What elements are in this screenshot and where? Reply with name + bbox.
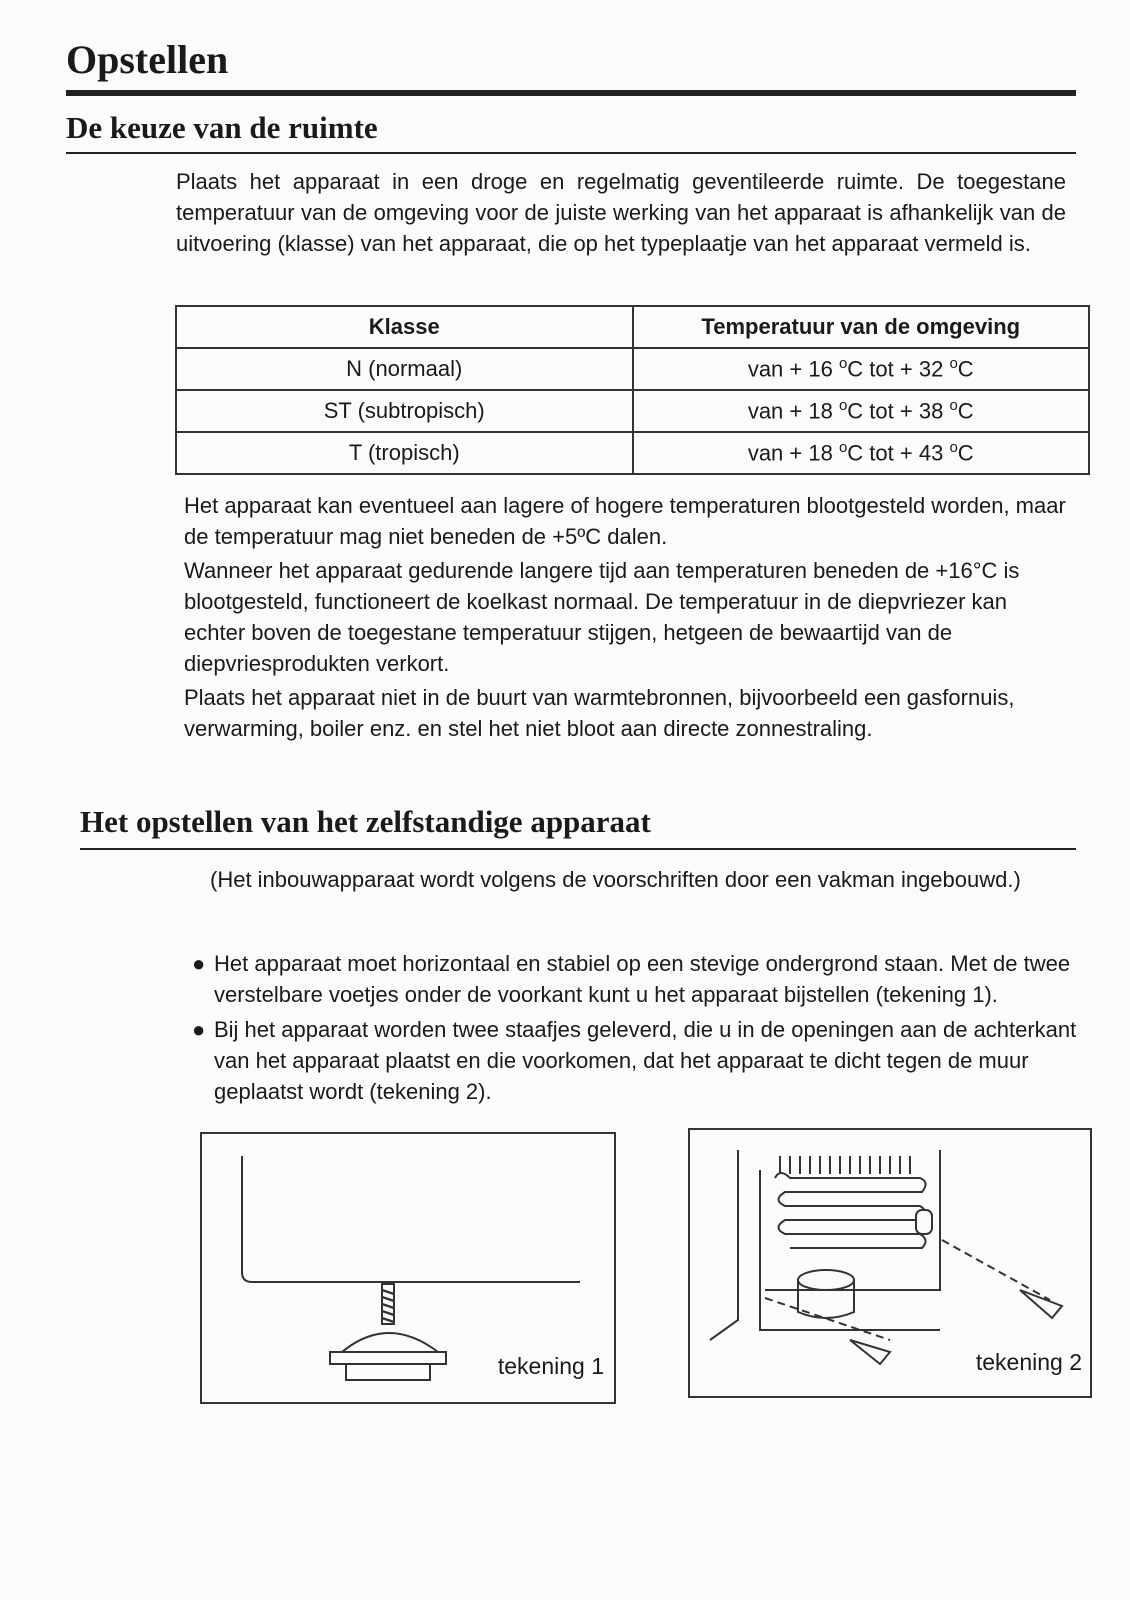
intro-paragraph: Plaats het apparaat in een droge en regelmatig geventileerde ruimte. De toegestane temperatuur van de omgeving voor de juiste werking van het apparaat is afhankelijk van de uitvoering (klasse) van het apparaat, die op het typeplaatje van het apparaat vermeld is.	[176, 169, 1066, 256]
table-header-klasse: Klasse	[176, 306, 633, 348]
table-cell-klasse: ST (subtropisch)	[176, 390, 633, 432]
instruction-list	[190, 948, 1090, 1111]
figure-caption: tekening 2	[975, 1349, 1082, 1375]
figure-tekening-2	[688, 1128, 1092, 1398]
table-header-row	[176, 306, 1089, 348]
bullet-icon: ●	[192, 1017, 206, 1042]
table-cell-klasse: T (tropisch)	[176, 432, 633, 474]
body-paragraph-diepvriezer: Wanneer het apparaat gedurende langere tijd aan temperaturen beneden de +16°C is blootgesteld, functioneert de koelkast normaal. De temperatuur in de diepvriezer kan echter boven de toegestane temperatuur stijgen, hetgeen de bewaartijd van de diepvriesprodukten verkort.	[184, 558, 1020, 676]
table-row	[176, 348, 1089, 390]
figure-caption: tekening 1	[497, 1353, 604, 1379]
bullet-icon: ●	[192, 951, 206, 976]
body-paragraph-warmtebronnen: Plaats het apparaat niet in de buurt van warmtebronnen, bijvoorbeeld een gasfornuis, verwarming, boiler enz. en stel het niet bloot aan directe zonnestraling.	[184, 685, 1015, 741]
table-row	[176, 390, 1089, 432]
figure-tekening-1	[200, 1132, 616, 1404]
table-cell-klasse: N (normaal)	[176, 348, 633, 390]
inbouw-note: (Het inbouwapparaat wordt volgens de voorschriften door een vakman ingebouwd.)	[210, 867, 1021, 892]
body-paragraph-lagere-temperaturen: Het apparaat kan eventueel aan lagere of hogere temperaturen blootgesteld worden, maar de temperatuur mag niet beneden de +5ºC dalen.	[184, 493, 1066, 549]
list-item	[190, 1014, 1090, 1107]
list-item-text: Bij het apparaat worden twee staafjes geleverd, die u in de openingen aan de achterkant van het apparaat plaatst en die voorkomen, dat het apparaat te dicht tegen de muur geplaatst wordt (tekening 2).	[214, 1017, 1077, 1104]
table-row	[176, 432, 1089, 474]
table-cell-temperatuur: van + 18 $^o$C tot + 43 $^o$C	[633, 432, 1090, 474]
section-heading-ruimte: De keuze van de ruimte	[66, 110, 378, 145]
table-header-temperatuur: Temperatuur van de omgeving	[633, 306, 1090, 348]
title-rule	[66, 90, 1076, 96]
list-item	[190, 948, 1090, 1010]
table-cell-temperatuur: van + 18 $^o$C tot + 38 $^o$C	[633, 390, 1090, 432]
page-title: Opstellen	[66, 37, 229, 82]
table-cell-temperatuur: van + 16 $^o$C tot + 32 $^o$C	[633, 348, 1090, 390]
section-heading-opstellen: Het opstellen van het zelfstandige apparaat	[80, 804, 651, 839]
section-rule	[80, 848, 1076, 850]
klasse-table	[175, 305, 1090, 475]
section-rule	[66, 152, 1076, 154]
list-item-text: Het apparaat moet horizontaal en stabiel op een stevige ondergrond staan. Met de twee verstelbare voetjes onder de voorkant kunt u het apparaat bijstellen (tekening 1).	[214, 951, 1071, 1007]
